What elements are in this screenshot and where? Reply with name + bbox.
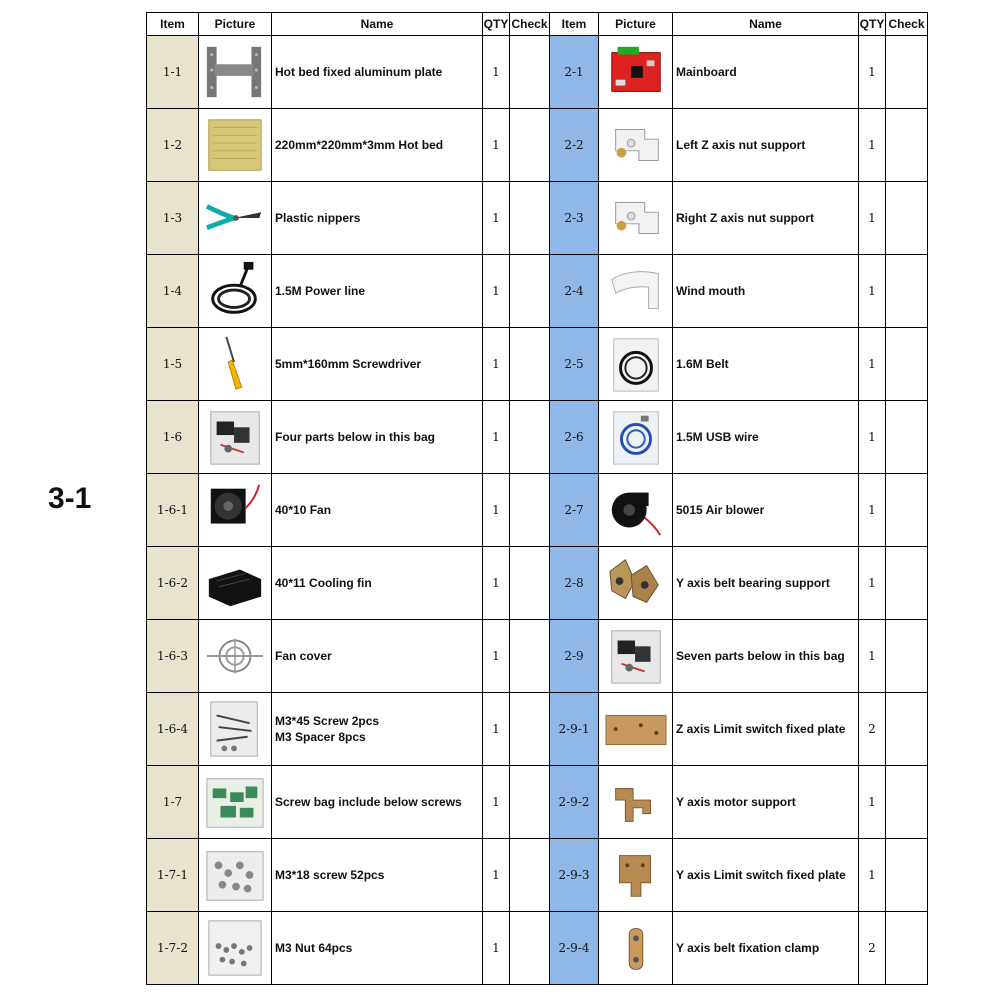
part-quantity: 1 [483, 255, 510, 328]
part-name: M3*45 Screw 2pcs [275, 714, 380, 728]
item-number: 1-4 [147, 255, 199, 328]
header-picture: Picture [599, 13, 673, 36]
header-item: Item [147, 13, 199, 36]
check-box-cell[interactable] [886, 620, 928, 693]
part-quantity: 1 [859, 474, 886, 547]
check-box-cell[interactable] [886, 839, 928, 912]
table-row [147, 328, 928, 401]
header-qty: QTY [859, 13, 886, 36]
part-name: Plastic nippers [275, 211, 361, 225]
item-number: 2-6 [550, 401, 599, 474]
part-name-cell [673, 620, 859, 693]
nut-support-icon [601, 114, 671, 176]
item-number: 1-6-4 [147, 693, 199, 766]
item-number: 2-9-3 [550, 839, 599, 912]
part-picture [599, 109, 673, 182]
bearing-support-icon [601, 552, 671, 614]
check-box-cell[interactable] [510, 474, 550, 547]
item-number: 1-6-2 [147, 547, 199, 620]
check-box-cell[interactable] [510, 766, 550, 839]
item-number: 1-7-2 [147, 912, 199, 985]
check-box-cell[interactable] [510, 912, 550, 985]
part-picture [599, 401, 673, 474]
part-name: 1.5M USB wire [676, 430, 759, 444]
part-picture [199, 620, 272, 693]
part-quantity: 1 [859, 839, 886, 912]
header-check: Check [886, 13, 928, 36]
part-quantity: 1 [859, 401, 886, 474]
part-name: 40*11 Cooling fin [275, 576, 372, 590]
part-name-cell [673, 912, 859, 985]
header-name: Name [673, 13, 859, 36]
part-picture [199, 912, 272, 985]
part-name-cell [272, 328, 483, 401]
check-box-cell[interactable] [510, 36, 550, 109]
part-name-cell [272, 36, 483, 109]
part-quantity: 1 [859, 547, 886, 620]
part-quantity: 1 [859, 328, 886, 401]
part-name: 220mm*220mm*3mm Hot bed [275, 138, 444, 152]
header-item: Item [550, 13, 599, 36]
screws-bag-icon [200, 698, 270, 760]
check-box-cell[interactable] [510, 547, 550, 620]
part-picture [599, 766, 673, 839]
item-number: 1-7 [147, 766, 199, 839]
part-name: M3 Nut 64pcs [275, 941, 353, 955]
parts-checklist-table [146, 12, 928, 985]
part-quantity: 1 [859, 255, 886, 328]
part-name: Wind mouth [676, 284, 746, 298]
part-picture [199, 255, 272, 328]
check-box-cell[interactable] [510, 693, 550, 766]
nut-support-icon [601, 187, 671, 249]
page-number-label: 3-1 [48, 482, 92, 515]
check-box-cell[interactable] [886, 693, 928, 766]
item-number: 2-1 [550, 36, 599, 109]
table-row [147, 109, 928, 182]
table-row [147, 620, 928, 693]
table-row [147, 766, 928, 839]
item-number: 2-4 [550, 255, 599, 328]
check-box-cell[interactable] [886, 182, 928, 255]
check-box-cell[interactable] [886, 255, 928, 328]
part-name: Fan cover [275, 649, 332, 663]
check-box-cell[interactable] [886, 547, 928, 620]
hot-bed-icon [200, 114, 270, 176]
motor-support-icon [601, 771, 671, 833]
check-box-cell[interactable] [510, 328, 550, 401]
part-name: Mainboard [676, 65, 737, 79]
check-box-cell[interactable] [510, 620, 550, 693]
part-quantity: 1 [859, 620, 886, 693]
aluminum-plate-icon [200, 41, 270, 103]
table-row [147, 693, 928, 766]
part-name: Seven parts below in this bag [676, 649, 845, 663]
table-row [147, 255, 928, 328]
wind-mouth-icon [601, 260, 671, 322]
table-row [147, 401, 928, 474]
part-name-cell [272, 693, 483, 766]
item-number: 1-6 [147, 401, 199, 474]
part-picture [599, 255, 673, 328]
part-name: Screw bag include below screws [275, 795, 462, 809]
table-row [147, 36, 928, 109]
item-number: 2-9 [550, 620, 599, 693]
usb-cable-icon [601, 406, 671, 468]
part-name-cell [673, 36, 859, 109]
part-name: Right Z axis nut support [676, 211, 814, 225]
item-number: 1-2 [147, 109, 199, 182]
part-quantity: 1 [483, 109, 510, 182]
part-name: Hot bed fixed aluminum plate [275, 65, 443, 79]
part-name: 1.6M Belt [676, 357, 729, 371]
mainboard-icon [601, 41, 671, 103]
part-name-cell [272, 912, 483, 985]
header-picture: Picture [199, 13, 272, 36]
part-quantity: 1 [859, 36, 886, 109]
screw-bag-icon [200, 771, 270, 833]
part-name-cell [272, 474, 483, 547]
item-number: 1-5 [147, 328, 199, 401]
cooling-fin-icon [200, 552, 270, 614]
header-qty: QTY [483, 13, 510, 36]
table-row [147, 839, 928, 912]
item-number: 2-7 [550, 474, 599, 547]
item-number: 2-8 [550, 547, 599, 620]
part-picture [599, 912, 673, 985]
part-quantity: 1 [859, 109, 886, 182]
part-name: Left Z axis nut support [676, 138, 806, 152]
check-box-cell[interactable] [510, 839, 550, 912]
part-quantity: 1 [483, 401, 510, 474]
table-row [147, 547, 928, 620]
item-number: 1-1 [147, 36, 199, 109]
part-quantity: 1 [483, 620, 510, 693]
header-row [147, 13, 928, 36]
part-picture [599, 474, 673, 547]
part-name: 1.5M Power line [275, 284, 366, 298]
part-name: Four parts below in this bag [275, 430, 436, 444]
part-picture [199, 36, 272, 109]
part-picture [199, 109, 272, 182]
item-number: 2-9-2 [550, 766, 599, 839]
nippers-icon [200, 187, 270, 249]
part-quantity: 1 [483, 839, 510, 912]
part-name-cell [673, 693, 859, 766]
part-picture [199, 401, 272, 474]
check-box-cell[interactable] [886, 401, 928, 474]
item-number: 2-3 [550, 182, 599, 255]
check-box-cell[interactable] [886, 109, 928, 182]
part-name: Y axis Limit switch fixed plate [676, 868, 846, 882]
item-number: 1-6-1 [147, 474, 199, 547]
part-name-cell [272, 401, 483, 474]
part-quantity: 2 [859, 912, 886, 985]
item-number: 1-6-3 [147, 620, 199, 693]
part-picture [199, 766, 272, 839]
check-box-cell[interactable] [886, 766, 928, 839]
part-quantity: 1 [483, 766, 510, 839]
belt-icon [601, 333, 671, 395]
power-cable-icon [200, 260, 270, 322]
item-number: 1-3 [147, 182, 199, 255]
check-box-cell[interactable] [510, 255, 550, 328]
header-check: Check [510, 13, 550, 36]
check-box-cell[interactable] [886, 912, 928, 985]
check-box-cell[interactable] [886, 36, 928, 109]
header-name: Name [272, 13, 483, 36]
item-number: 2-9-1 [550, 693, 599, 766]
part-quantity: 1 [483, 912, 510, 985]
item-number: 1-7-1 [147, 839, 199, 912]
part-name: Z axis Limit switch fixed plate [676, 722, 846, 736]
part-picture [599, 36, 673, 109]
part-name-cell [272, 620, 483, 693]
check-box-cell[interactable] [510, 109, 550, 182]
part-picture [599, 693, 673, 766]
part-name: 5mm*160mm Screwdriver [275, 357, 422, 371]
check-box-cell[interactable] [886, 474, 928, 547]
part-name-cell [673, 547, 859, 620]
part-name-cell [673, 474, 859, 547]
part-name-cell [272, 255, 483, 328]
part-name-cell [272, 182, 483, 255]
part-quantity: 1 [483, 547, 510, 620]
part-picture [599, 839, 673, 912]
check-box-cell[interactable] [886, 328, 928, 401]
part-name-cell [673, 328, 859, 401]
part-name: 40*10 Fan [275, 503, 332, 517]
table-row [147, 182, 928, 255]
screws-pile-icon [200, 844, 270, 906]
item-number: 2-9-4 [550, 912, 599, 985]
item-number: 2-5 [550, 328, 599, 401]
part-picture [199, 474, 272, 547]
check-box-cell[interactable] [510, 182, 550, 255]
part-picture [599, 547, 673, 620]
part-name: Y axis motor support [676, 795, 796, 809]
part-picture [599, 182, 673, 255]
part-name-cell [673, 182, 859, 255]
part-picture [599, 328, 673, 401]
part-name: Y axis belt fixation clamp [676, 941, 820, 955]
screwdriver-icon [200, 333, 270, 395]
part-name-cell [272, 109, 483, 182]
part-quantity: 1 [483, 474, 510, 547]
part-quantity: 1 [859, 766, 886, 839]
limit-plate-icon [601, 844, 671, 906]
table-row [147, 912, 928, 985]
check-box-cell[interactable] [510, 401, 550, 474]
part-name-cell [272, 766, 483, 839]
part-quantity: 1 [859, 182, 886, 255]
part-picture [199, 182, 272, 255]
part-quantity: 1 [483, 182, 510, 255]
item-number: 2-2 [550, 109, 599, 182]
part-name-cell [673, 766, 859, 839]
nuts-bag-icon [200, 917, 270, 979]
part-quantity: 2 [859, 693, 886, 766]
fan-cover-icon [200, 625, 270, 687]
part-name: Y axis belt bearing support [676, 576, 830, 590]
part-name-cell [272, 839, 483, 912]
part-picture [199, 328, 272, 401]
part-quantity: 1 [483, 36, 510, 109]
part-quantity: 1 [483, 328, 510, 401]
parts-bag-icon [200, 406, 270, 468]
fan-icon [200, 479, 270, 541]
part-name-line2: M3 Spacer 8pcs [275, 730, 366, 744]
part-name-cell [673, 401, 859, 474]
part-name-cell [272, 547, 483, 620]
part-picture [199, 693, 272, 766]
belt-clamp-icon [601, 917, 671, 979]
part-picture [599, 620, 673, 693]
part-name-cell [673, 109, 859, 182]
part-quantity: 1 [483, 693, 510, 766]
air-blower-icon [601, 479, 671, 541]
parts-bag-icon [601, 625, 671, 687]
table-row [147, 474, 928, 547]
part-name-cell [673, 839, 859, 912]
part-name: 5015 Air blower [676, 503, 765, 517]
part-picture [199, 547, 272, 620]
part-name-cell [673, 255, 859, 328]
part-picture [199, 839, 272, 912]
part-name: M3*18 screw 52pcs [275, 868, 385, 882]
wood-plate-icon [601, 698, 671, 760]
